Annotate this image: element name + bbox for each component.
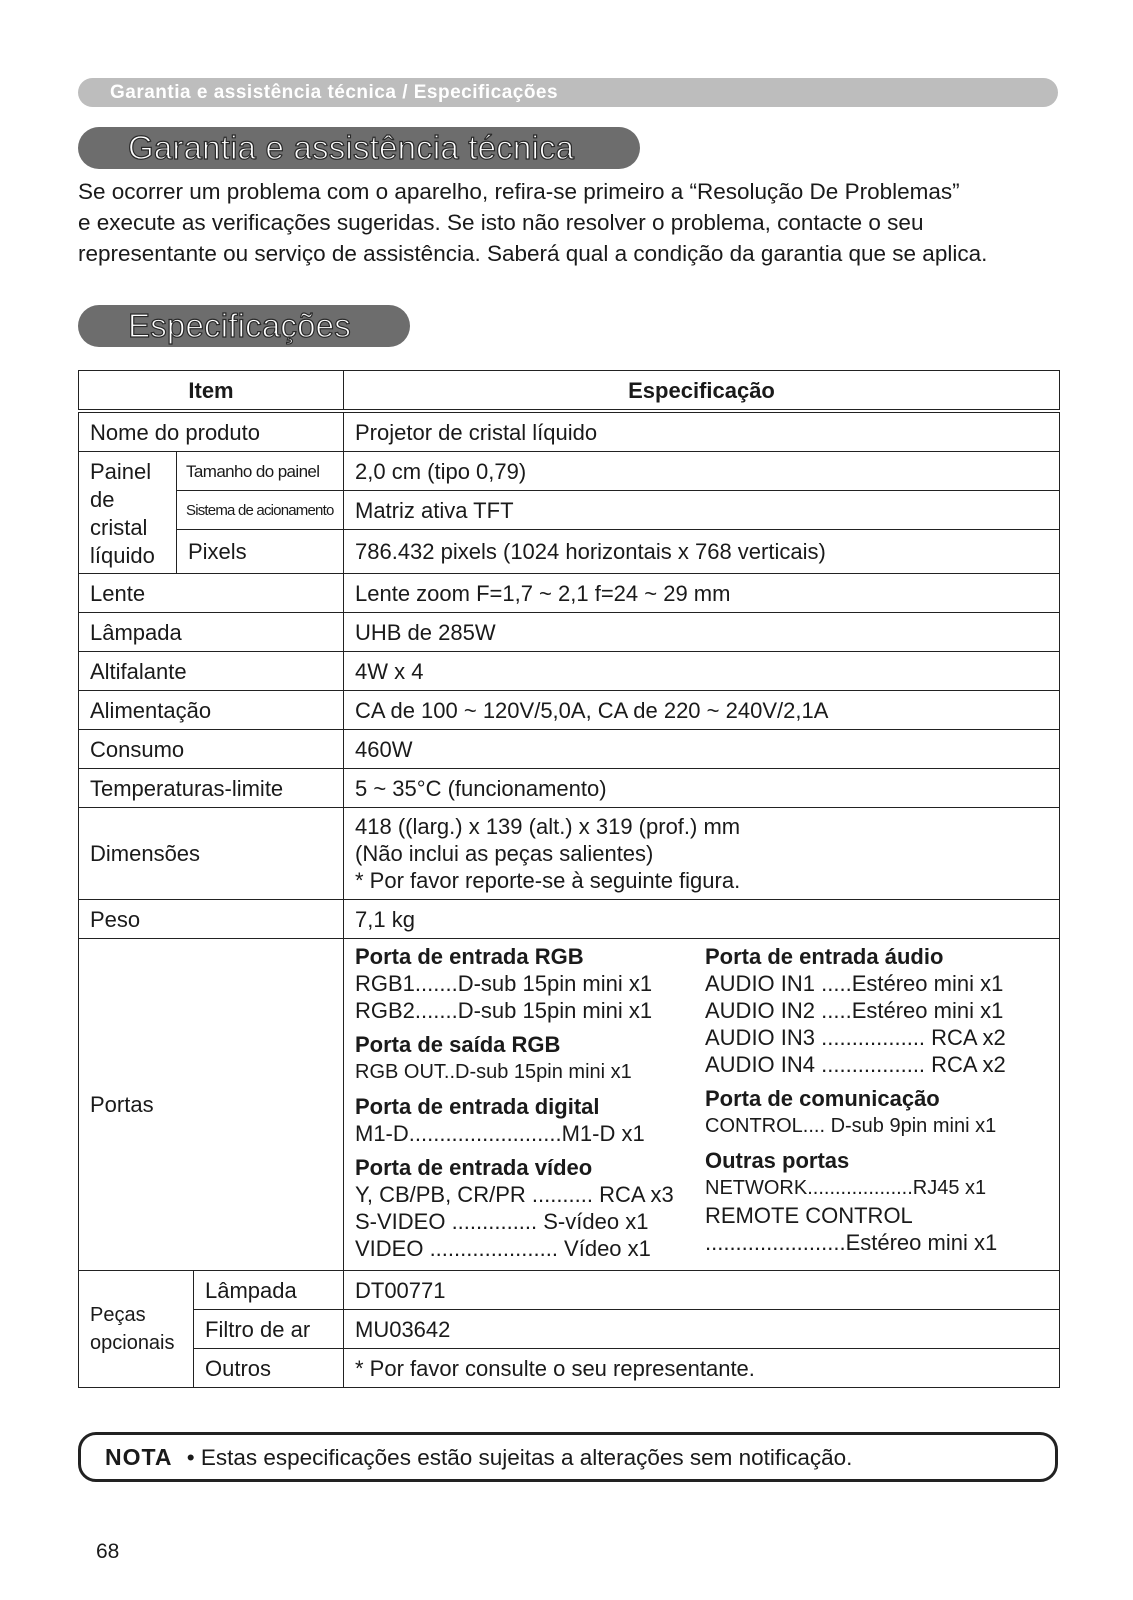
table-row	[79, 691, 1060, 730]
row-label-optional	[79, 1271, 194, 1388]
note-label: NOTA	[105, 1444, 173, 1470]
table-row	[79, 652, 1060, 691]
row-sublabel: Sistema de acionamento	[177, 491, 344, 530]
row-label: Lâmpada	[79, 613, 344, 652]
spec-table	[78, 370, 1060, 1388]
port-line: RGB2.......D-sub 15pin mini x1	[355, 998, 653, 1023]
section-header-specs	[78, 305, 410, 347]
row-label: Alimentação	[79, 691, 344, 730]
table-row	[79, 613, 1060, 652]
port-line: REMOTE CONTROL	[705, 1203, 913, 1228]
row-label: Altifalante	[79, 652, 344, 691]
port-line: AUDIO IN1 .....Estéreo mini x1	[705, 971, 1004, 996]
port-group-heading: Porta de comunicação	[705, 1086, 940, 1111]
ports-columns	[355, 939, 1055, 1270]
port-line: .......................Estéreo mini x1	[705, 1230, 998, 1255]
table-row	[79, 491, 1060, 530]
table-row	[79, 769, 1060, 808]
port-line: RGB1.......D-sub 15pin mini x1	[355, 971, 653, 996]
row-value: 460W	[344, 730, 1060, 769]
port-line: AUDIO IN2 .....Estéreo mini x1	[705, 998, 1004, 1023]
row-value: DT00771	[344, 1271, 1060, 1310]
section-title: Garantia e assistência técnica	[128, 129, 575, 166]
panel-label: Painel de cristal líquido	[90, 459, 155, 568]
port-group-heading: Outras portas	[705, 1148, 850, 1173]
port-line: NETWORK...................RJ45 x1	[705, 1177, 987, 1199]
section-header-warranty	[78, 127, 640, 169]
port-line: M1-D.........................M1-D x1	[355, 1121, 645, 1146]
port-group-heading: Porta de entrada vídeo	[355, 1155, 593, 1180]
optional-label: Peças opcionais	[90, 1304, 175, 1354]
row-value: 786.432 pixels (1024 horizontais x 768 verticais)	[344, 530, 1060, 574]
row-value: CA de 100 ~ 120V/5,0A, CA de 220 ~ 240V/2,1A	[344, 691, 1060, 730]
row-sublabel: Pixels	[177, 530, 344, 574]
row-value: MU03642	[344, 1310, 1060, 1349]
port-group-heading: Porta de saída RGB	[355, 1032, 561, 1057]
table-row	[79, 1310, 1060, 1349]
port-line: AUDIO IN3 ................. RCA x2	[705, 1025, 1006, 1050]
warranty-text	[78, 176, 1078, 269]
warranty-line: e execute as verificações sugeridas. Se isto não resolver o problema, contacte o seu	[78, 210, 924, 235]
port-group-heading: Porta de entrada digital	[355, 1094, 600, 1119]
row-sublabel: Filtro de ar	[194, 1310, 344, 1349]
table-row	[79, 574, 1060, 613]
table-row	[79, 452, 1060, 491]
row-value: 7,1 kg	[344, 900, 1060, 939]
table-row	[79, 730, 1060, 769]
row-value: * Por favor consulte o seu representante.	[344, 1349, 1060, 1388]
table-row	[79, 808, 1060, 900]
row-label: Consumo	[79, 730, 344, 769]
row-value-dimensions	[344, 808, 1060, 900]
port-line: Y, CB/PB, CR/PR .......... RCA x3	[355, 1182, 674, 1207]
row-label: Nome do produto	[79, 411, 344, 452]
table-row	[79, 1271, 1060, 1310]
row-value: Projetor de cristal líquido	[344, 411, 1060, 452]
port-group-heading: Porta de entrada áudio	[705, 944, 944, 969]
row-sublabel: Tamanho do painel	[177, 452, 344, 491]
port-line: S-VIDEO .............. S-vídeo x1	[355, 1209, 649, 1234]
row-value: Lente zoom F=1,7 ~ 2,1 f=24 ~ 29 mm	[344, 574, 1060, 613]
column-header-spec: Especificação	[344, 371, 1060, 412]
row-label: Dimensões	[79, 808, 344, 900]
warranty-line: representante ou serviço de assistência. Saberá qual a condição da garantia que se aplica.	[78, 241, 988, 266]
row-label: Peso	[79, 900, 344, 939]
row-value: UHB de 285W	[344, 613, 1060, 652]
row-label: Temperaturas-limite	[79, 769, 344, 808]
port-line: VIDEO ..................... Vídeo x1	[355, 1236, 651, 1261]
ports-column-left	[355, 943, 705, 1262]
note-box	[78, 1432, 1058, 1482]
table-row	[79, 1349, 1060, 1388]
note-text: • Estas especificações estão sujeitas a alterações sem notificação.	[186, 1445, 853, 1470]
port-line: RGB OUT..D-sub 15pin mini x1	[355, 1061, 632, 1083]
row-value: 2,0 cm (tipo 0,79)	[344, 452, 1060, 491]
row-sublabel: Outros	[194, 1349, 344, 1388]
dimension-line: (Não inclui as peças salientes)	[355, 841, 654, 866]
section-title: Especificações	[128, 307, 351, 344]
port-group-heading: Porta de entrada RGB	[355, 944, 584, 969]
row-value: 5 ~ 35°C (funcionamento)	[344, 769, 1060, 808]
port-line: CONTROL.... D-sub 9pin mini x1	[705, 1115, 997, 1137]
port-line: AUDIO IN4 ................. RCA x2	[705, 1052, 1006, 1077]
row-value: Matriz ativa TFT	[344, 491, 1060, 530]
table-header-row	[79, 371, 1060, 412]
table-row	[79, 900, 1060, 939]
table-row	[79, 530, 1060, 574]
page-number: 68	[96, 1540, 120, 1563]
ports-column-right	[705, 943, 1035, 1262]
dimension-line: * Por favor reporte-se à seguinte figura.	[355, 868, 741, 893]
dimension-line: 418 ((larg.) x 139 (alt.) x 319 (prof.) mm	[355, 814, 741, 839]
table-row-ports	[79, 939, 1060, 1271]
column-header-item: Item	[79, 371, 344, 412]
row-label-panel	[79, 452, 177, 574]
row-value: 4W x 4	[344, 652, 1060, 691]
row-label: Lente	[79, 574, 344, 613]
ports-cell	[344, 939, 1060, 1271]
warranty-line: Se ocorrer um problema com o aparelho, refira-se primeiro a “Resolução De Problemas”	[78, 179, 960, 204]
table-row	[79, 411, 1060, 452]
row-sublabel: Lâmpada	[194, 1271, 344, 1310]
row-label: Portas	[79, 939, 344, 1271]
breadcrumb: Garantia e assistência técnica / Especificações	[78, 78, 1058, 107]
